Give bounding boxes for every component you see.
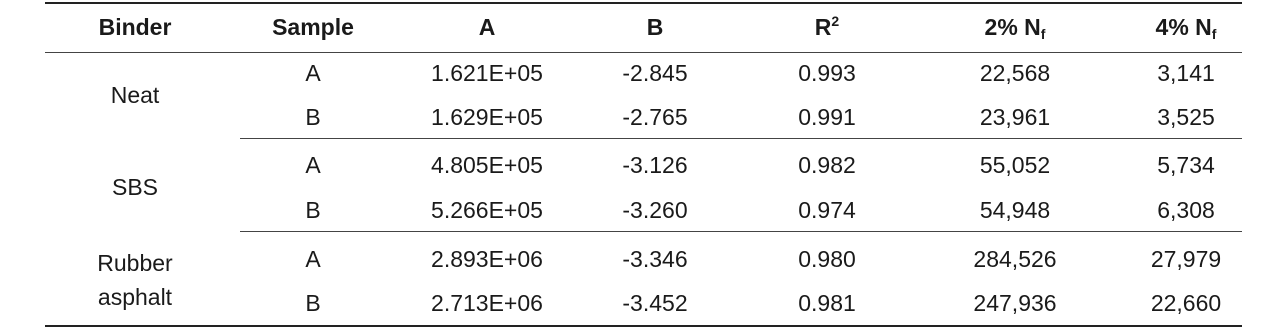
header-2pct-nf-sub: f (1040, 26, 1046, 42)
header-2pct-nf-base: 2% N (984, 14, 1041, 40)
header-4pct-nf-base: 4% N (1155, 14, 1212, 40)
cell-4pct-nf: 27,979 (1150, 246, 1222, 272)
cell-a: 1.621E+05 (431, 60, 543, 86)
bottom-rule (45, 325, 1242, 327)
binder-label (35, 170, 235, 204)
group-rule-2 (240, 231, 1242, 232)
cell-2pct-nf: 247,936 (973, 290, 1057, 316)
cell-b: -3.126 (622, 152, 688, 178)
cell-b: -3.452 (622, 290, 688, 316)
cell-r2: 0.993 (798, 60, 856, 86)
header-rule (45, 52, 1242, 53)
header-4pct-nf (1156, 14, 1217, 41)
header-2pct-nf (985, 14, 1046, 41)
cell-2pct-nf: 23,961 (979, 104, 1051, 130)
cell-4pct-nf: 6,308 (1157, 197, 1215, 223)
cell-sample: A (305, 60, 321, 86)
cell-r2: 0.974 (798, 197, 856, 223)
binder-label-line: asphalt (97, 284, 173, 310)
header-a: A (478, 14, 496, 40)
cell-a: 4.805E+05 (431, 152, 543, 178)
header-r2-base: R (814, 14, 832, 40)
cell-b: -2.845 (622, 60, 688, 86)
binder-label-line: Neat (110, 82, 160, 108)
cell-4pct-nf: 3,141 (1157, 60, 1215, 86)
cell-4pct-nf: 22,660 (1150, 290, 1222, 316)
cell-4pct-nf: 5,734 (1157, 152, 1215, 178)
cell-sample: B (305, 197, 321, 223)
header-4pct-nf-sub: f (1211, 26, 1217, 42)
cell-sample: A (305, 246, 321, 272)
cell-r2: 0.991 (798, 104, 856, 130)
cell-r2: 0.982 (798, 152, 856, 178)
binder-label-line: SBS (111, 174, 159, 200)
binder-label (35, 246, 235, 314)
cell-r2: 0.981 (798, 290, 856, 316)
cell-2pct-nf: 284,526 (973, 246, 1057, 272)
header-r2 (815, 14, 839, 41)
cell-b: -3.260 (622, 197, 688, 223)
cell-2pct-nf: 54,948 (979, 197, 1051, 223)
header-r2-sup: 2 (831, 13, 840, 29)
cell-sample: B (305, 290, 321, 316)
group-rule-1 (240, 138, 1242, 139)
cell-sample: A (305, 152, 321, 178)
cell-a: 1.629E+05 (431, 104, 543, 130)
cell-a: 2.893E+06 (431, 246, 543, 272)
cell-a: 5.266E+05 (431, 197, 543, 223)
cell-2pct-nf: 22,568 (979, 60, 1051, 86)
header-sample: Sample (272, 14, 354, 40)
top-rule (45, 2, 1242, 4)
cell-b: -3.346 (622, 246, 688, 272)
header-binder: Binder (98, 14, 172, 40)
cell-4pct-nf: 3,525 (1157, 104, 1215, 130)
binder-label (35, 78, 235, 112)
cell-2pct-nf: 55,052 (979, 152, 1051, 178)
cell-a: 2.713E+06 (431, 290, 543, 316)
cell-b: -2.765 (622, 104, 688, 130)
cell-sample: B (305, 104, 321, 130)
header-b: B (646, 14, 664, 40)
binder-label-line: Rubber (97, 250, 173, 276)
cell-r2: 0.980 (798, 246, 856, 272)
